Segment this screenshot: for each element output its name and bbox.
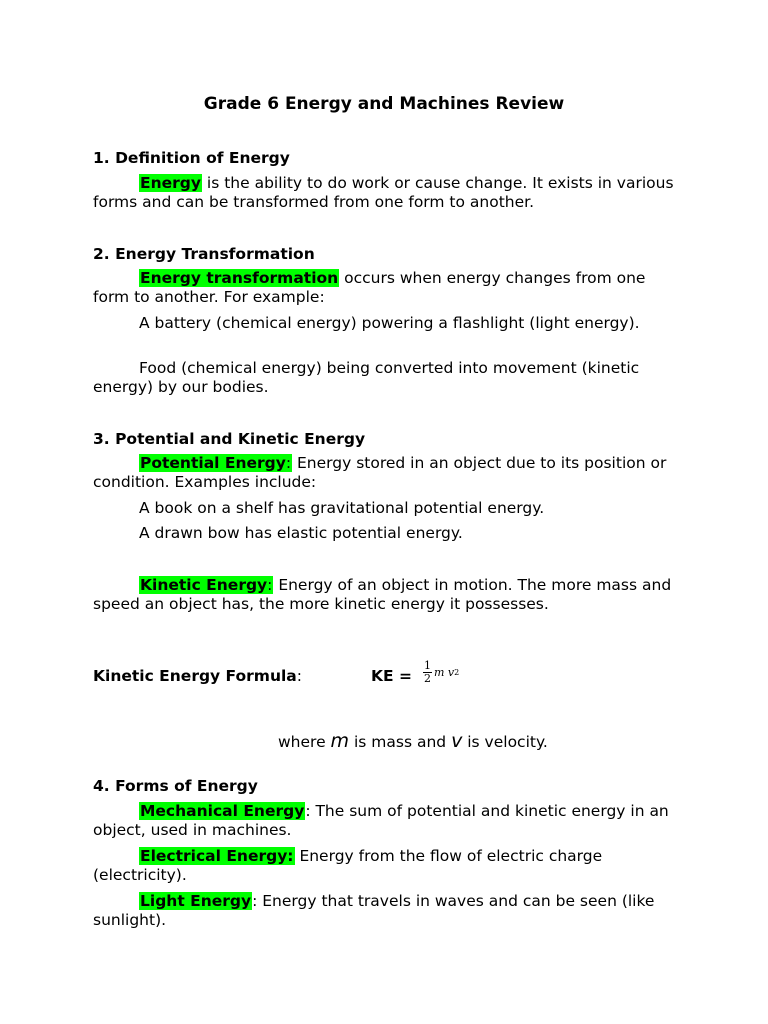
potential-energy-text: Energy stored in an object due to its position or condition. Examples include: — [93, 454, 667, 491]
highlight-term-energy-transformation: Energy transformation — [140, 269, 339, 287]
where-text: is mass and — [349, 733, 452, 751]
variable-v: v — [451, 730, 463, 752]
highlight-term-potential-energy — [139, 454, 292, 472]
page-title: Grade 6 Energy and Machines Review — [203, 94, 565, 114]
section-1-heading: 1. Definition of Energy — [93, 149, 290, 167]
example-text: Food (chemical energy) being converted into movement (kinetic energy) by our bodies. — [93, 359, 640, 396]
formula-mv: m v — [434, 665, 455, 679]
definition-text: is the ability to do work or cause change. It exists in various forms and can be transformed from one form to another. — [93, 174, 674, 211]
where-text: is velocity. — [462, 733, 548, 751]
formula-explanation — [278, 731, 548, 752]
formula-label-text: Kinetic Energy Formula — [93, 667, 297, 685]
term-text: Potential Energy — [140, 454, 286, 472]
term-text: Kinetic Energy — [140, 576, 268, 594]
section-4-heading: 4. Forms of Energy — [93, 777, 258, 795]
kinetic-energy-paragraph — [93, 576, 683, 614]
section-1-paragraph — [93, 174, 683, 212]
highlight-term-electrical-energy: Electrical Energy: — [140, 847, 294, 865]
term-colon: : — [267, 576, 273, 594]
transformation-text: occurs when energy changes from one form to another. For example: — [93, 269, 646, 306]
where-text: where — [278, 733, 331, 751]
fraction-one-half — [423, 660, 432, 685]
light-energy-text: : Energy that travels in waves and can be seen (like sunlight). — [93, 892, 655, 929]
highlight-term-mechanical-energy: Mechanical Energy — [140, 802, 305, 820]
section-2-paragraph — [93, 269, 683, 307]
kinetic-energy-text: Energy of an object in motion. The more mass and speed an object has, the more kinetic energy it possesses. — [93, 576, 672, 613]
highlight-term-light-energy: Light Energy — [140, 892, 252, 910]
section-2-heading: 2. Energy Transformation — [93, 245, 315, 263]
light-energy-paragraph — [93, 892, 683, 930]
transformation-example-1 — [93, 314, 683, 333]
example-text: A battery (chemical energy) powering a flashlight (light energy). — [139, 314, 640, 332]
transformation-example-2 — [93, 359, 683, 397]
mechanical-energy-paragraph — [93, 802, 683, 840]
fraction-numerator: 1 — [424, 659, 431, 672]
variable-m: m — [330, 730, 350, 752]
formula-exponent: 2 — [454, 667, 460, 677]
potential-example-2 — [93, 524, 683, 543]
highlight-term-kinetic-energy — [139, 576, 273, 594]
fraction-denominator: 2 — [424, 672, 431, 685]
mechanical-energy-text: : The sum of potential and kinetic energy in an object, used in machines. — [93, 802, 669, 839]
formula-label — [93, 666, 302, 686]
formula-expression — [423, 660, 459, 685]
example-text: A drawn bow has elastic potential energy. — [139, 524, 463, 542]
electrical-energy-text: Energy from the flow of electric charge (electricity). — [93, 847, 603, 884]
formula-ke: KE = — [371, 667, 412, 685]
electrical-energy-paragraph — [93, 847, 683, 885]
potential-example-1 — [93, 499, 683, 518]
section-3-heading: 3. Potential and Kinetic Energy — [93, 430, 366, 448]
potential-energy-paragraph — [93, 454, 683, 492]
formula-label-colon: : — [296, 667, 302, 685]
example-text: A book on a shelf has gravitational potential energy. — [139, 499, 545, 517]
highlight-term-energy: Energy — [140, 174, 201, 192]
term-colon: : — [285, 454, 292, 472]
